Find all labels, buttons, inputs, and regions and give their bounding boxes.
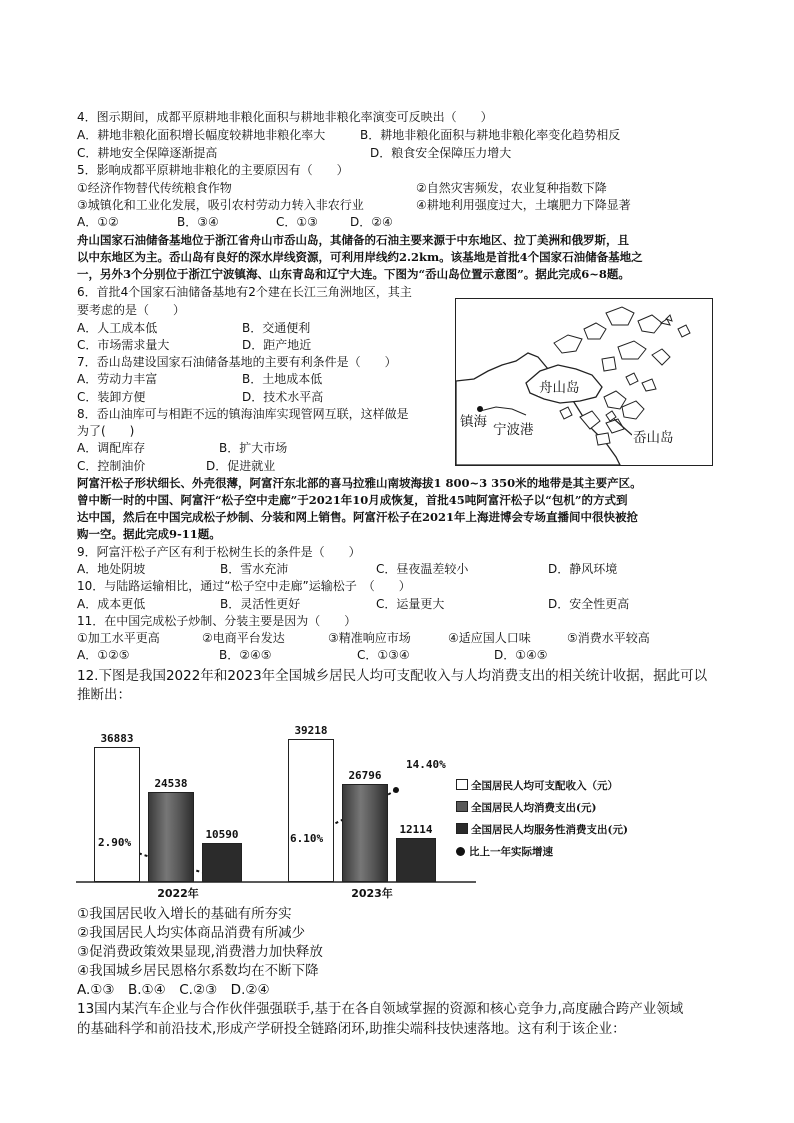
text-line: B．②④⑤ [219, 648, 272, 662]
text-line: B．扩大市场 [219, 441, 288, 455]
text-line: D．安全性更高 [548, 597, 630, 611]
text-line: 为了( ) [77, 424, 135, 438]
text-line: ②电商平台发达 [202, 631, 285, 645]
text-line: 7．岙山岛建设国家石油储备基地的主要有利条件是（ ） [77, 355, 397, 369]
text-line: D．①④⑤ [494, 648, 548, 662]
text-line: B．耕地非粮化面积与耕地非粮化率变化趋势相反 [360, 128, 621, 142]
bar-value-label: 36883 [100, 732, 134, 746]
map-label-aoshan: 岙山岛 [633, 430, 674, 446]
text-line: B．土地成本低 [242, 372, 323, 386]
text-line: ④我国城乡居民恩格尔系数均在不断下降 [77, 963, 319, 979]
text-line: 6．首批4个国家石油储备基地有2个建在长江三角洲地区，其主 [77, 285, 412, 299]
text-line: A．①② [77, 215, 119, 229]
text-line: 达中国，然后在中国完成松子炒制、分装和网上销售。阿富汗松子在2021年上海进博会专场直播间中很快被抢 [77, 510, 639, 524]
text-line: 的基础科学和前沿技术,形成产学研投全链路闭环,助推尖端科技快速落地。这有利于该企业： [77, 1021, 626, 1037]
text-line: A．①②⑤ [77, 648, 130, 662]
text-line: ③促消费政策效果显现,消费潜力加快释放 [77, 944, 323, 960]
legend-dot [456, 847, 465, 856]
text-line: ②我国居民人均实体商品消费有所减少 [77, 925, 306, 941]
text-line: C．运量更大 [376, 597, 445, 611]
legend-entry-growth [456, 844, 553, 859]
bar-value-label: 39218 [294, 723, 328, 737]
text-line: A．人工成本低 [77, 321, 158, 335]
map-label-zhenhai: 镇海 [460, 414, 487, 430]
legend-label: 比上一年实际增速 [469, 846, 553, 858]
legend-entry [456, 800, 596, 815]
text-line: A．耕地非粮化面积增长幅度较耕地非粮化率大 [77, 128, 326, 142]
text-line: ⑤消费水平较高 [567, 631, 650, 645]
text-line: 要考虑的是（ ） [77, 303, 186, 317]
text-line: B．③④ [177, 215, 219, 229]
text-line: A．劳动力丰富 [77, 372, 158, 386]
bar-2023年-series-2 [396, 838, 436, 882]
text-line: 13国内某汽车企业与合作伙伴强强联手,基于在各自领域掌握的资源和核心竞争力,高度融合跨产业领域 [77, 1001, 684, 1017]
bar-2022年-series-0 [94, 747, 140, 882]
legend-entry [456, 822, 628, 837]
text-line: C．市场需求量大 [77, 338, 170, 352]
text-line: 舟山国家石油储备基地位于浙江省舟山市岙山岛，其储备的石油主要来源于中东地区、拉丁美洲和俄罗斯，且 [77, 233, 629, 247]
text-line: C．装卸方便 [77, 390, 146, 404]
legend-entry [456, 778, 618, 793]
text-line: B．雪水充沛 [220, 562, 289, 576]
bar-value-label: 10590 [205, 828, 239, 842]
text-line: 11．在中国完成松子炒制、分装主要是因为（ ） [77, 614, 357, 628]
text-line: 一，另外3个分别位于浙江宁波镇海、山东青岛和辽宁大连。下图为“岙山岛位置示意图”。据此完成6~8题。 [77, 267, 630, 281]
legend-label: 全国居民人均消费支出(元) [471, 802, 597, 814]
text-line: B．灵活性更好 [220, 597, 301, 611]
income-consumption-chart [76, 724, 476, 902]
map-label-zhoushan: 舟山岛 [539, 380, 580, 396]
bar-value-label: 12114 [399, 822, 433, 836]
text-line: D．技术水平高 [242, 390, 324, 404]
text-line: 4．图示期间，成都平原耕地非粮化面积与耕地非粮化率演变可反映出（ ） [77, 110, 493, 124]
text-line: ③精准响应市场 [328, 631, 411, 645]
map-label-ningbo: 宁波港 [493, 422, 534, 438]
legend-swatch [456, 779, 468, 790]
growth-rate-label: 14.40% [406, 758, 446, 771]
text-line: ④适应国人口味 [448, 631, 531, 645]
text-line: C．①③ [276, 215, 318, 229]
text-line: A．成本更低 [77, 597, 146, 611]
text-line: 曾中断一时的中国、阿富汗“松子空中走廊”于2021年10月成恢复，首批45吨阿富汗松子以“包机”的方式到 [77, 493, 628, 507]
x-tick-label: 2022年 [157, 887, 199, 900]
text-line: 以中东地区为主。岙山岛有良好的深水岸线资源，可利用岸线约2.2km。该基地是首批4个国家石油储备基地之 [77, 250, 643, 264]
text-line: 5．影响成都平原耕地非粮化的主要原因有（ ） [77, 163, 349, 177]
text-line: 阿富汗松子形状细长、外壳很薄，阿富汗东北部的喜马拉雅山南坡海拔1 800~3 350米的地带是其主要产区。 [77, 476, 642, 490]
text-line: 推断出： [77, 687, 131, 703]
legend-label: 全国居民人均服务性消费支出(元) [471, 824, 628, 836]
text-line: C．昼夜温差较小 [376, 562, 469, 576]
text-line: A.①③ B.①④ C.②③ D.②④ [77, 982, 270, 998]
growth-rate-label: 2.90% [98, 836, 132, 849]
text-line: 12.下图是我国2022年和2023年全国城乡居民人均可支配收入与人均消费支出的相关统计收据，据此可以 [77, 668, 708, 684]
text-line: C．耕地安全保障逐渐提高 [77, 146, 218, 160]
legend-label: 全国居民人均可支配收入（元） [471, 780, 618, 792]
bar-2022年-series-2 [202, 843, 242, 882]
text-line: ①我国居民收入增长的基础有所夯实 [77, 906, 292, 922]
text-line: D．②④ [350, 215, 393, 229]
growth-point [393, 787, 399, 793]
aoshan-location-map [455, 298, 713, 466]
legend-swatch [456, 823, 468, 834]
text-line: ①加工水平更高 [77, 631, 160, 645]
text-line: ④耕地利用强度过大，土壤肥力下降显著 [416, 198, 631, 212]
text-line: A．调配库存 [77, 441, 146, 455]
text-line: C．①③④ [357, 648, 410, 662]
text-line: ②自然灾害频发，农业复种指数下降 [416, 181, 607, 195]
text-line: ①经济作物替代传统粮食作物 [77, 181, 232, 195]
bar-2023年-series-0 [288, 739, 334, 882]
text-line: 9．阿富汗松子产区有利于松树生长的条件是（ ） [77, 545, 361, 559]
text-line: A．地处阴坡 [77, 562, 146, 576]
text-line: D．促进就业 [206, 459, 276, 473]
text-line: 购一空。据此完成9-11题。 [77, 527, 221, 541]
legend-swatch [456, 801, 468, 812]
bar-value-label: 24538 [154, 777, 188, 791]
bar-2023年-series-1 [342, 784, 388, 882]
bar-value-label: 26796 [348, 769, 382, 783]
text-line: 10．与陆路运输相比，通过“松子空中走廊”运输松子 （ ） [77, 579, 411, 593]
text-line: D．距产地近 [242, 338, 312, 352]
growth-rate-label: 6.10% [290, 832, 324, 845]
text-line: ③城镇化和工业化发展，吸引农村劳动力转入非农行业 [77, 198, 364, 212]
text-line: B．交通便利 [242, 321, 311, 335]
text-line: D．静风环境 [548, 562, 618, 576]
bar-2022年-series-1 [148, 792, 194, 882]
text-line: 8．岙山油库可与相距不远的镇海油库实现管网互联，这样做是 [77, 407, 409, 421]
text-line: C．控制油价 [77, 459, 146, 473]
x-tick-label: 2023年 [351, 887, 393, 900]
text-line: D．粮食安全保障压力增大 [370, 146, 512, 160]
